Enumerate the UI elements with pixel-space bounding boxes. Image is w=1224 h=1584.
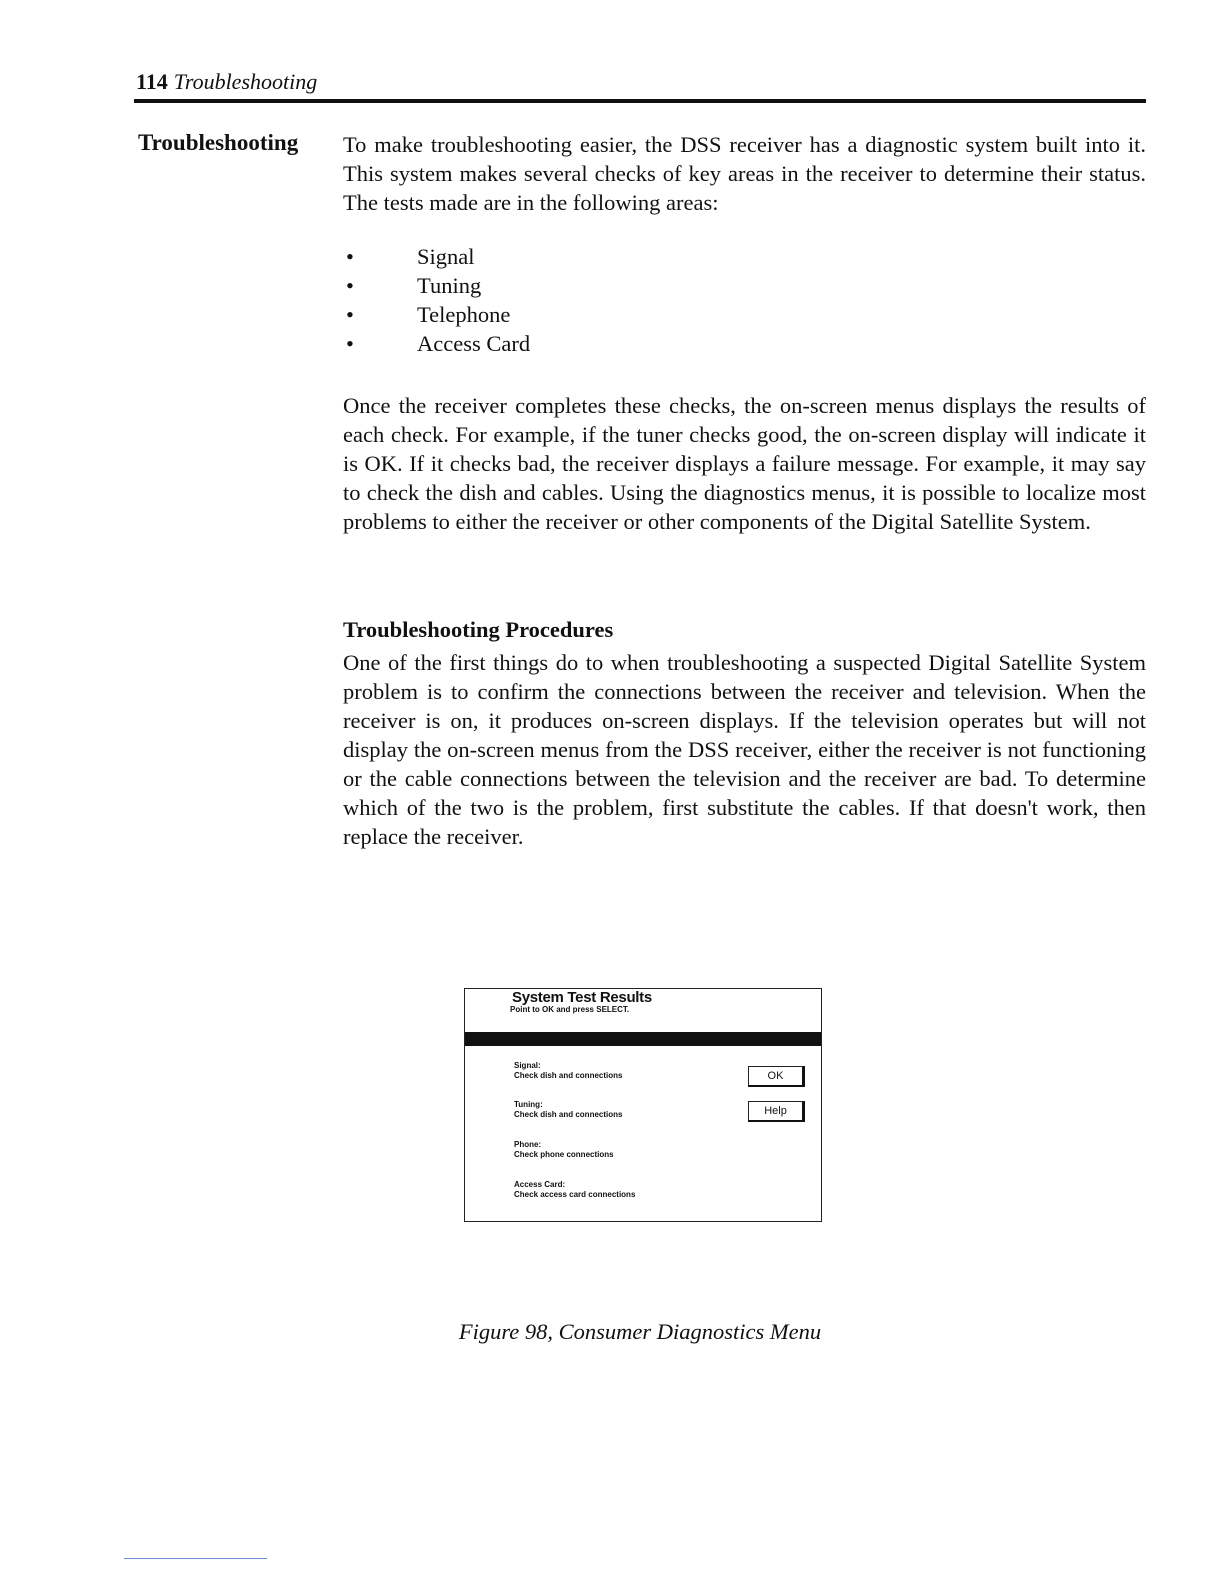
list-item xyxy=(343,242,530,271)
figure-caption: Figure 98, Consumer Diagnostics Menu xyxy=(458,1319,822,1344)
result-value: Check access card connections xyxy=(514,1190,636,1199)
list-item-text: Tuning xyxy=(417,273,482,298)
result-signal xyxy=(514,1061,622,1081)
diagnostics-screen xyxy=(464,988,822,1222)
page-number: 114 xyxy=(136,69,168,94)
result-value: Check dish and connections xyxy=(514,1071,623,1080)
list-item xyxy=(343,329,530,358)
result-phone xyxy=(514,1140,614,1160)
result-value: Check dish and connections xyxy=(514,1110,623,1119)
test-areas-list xyxy=(343,242,530,358)
list-item-text: Telephone xyxy=(417,302,511,327)
result-label: Access Card: xyxy=(514,1180,566,1189)
bullet-marker: • xyxy=(346,331,354,356)
list-item-text: Access Card xyxy=(417,331,531,356)
screen-title-bar xyxy=(465,1032,821,1046)
result-label: Signal: xyxy=(514,1061,541,1070)
screen-title: System Test Results xyxy=(512,989,652,1006)
ok-button[interactable]: OK xyxy=(748,1066,805,1087)
help-button[interactable]: Help xyxy=(748,1101,805,1122)
bullet-marker: • xyxy=(346,244,354,269)
page-header xyxy=(136,68,317,96)
screen-subtitle: Point to OK and press SELECT. xyxy=(510,1005,630,1014)
header-rule xyxy=(134,99,1146,103)
result-tuning xyxy=(514,1100,622,1120)
side-heading: Troubleshooting xyxy=(138,130,299,155)
bullet-marker: • xyxy=(346,302,354,327)
result-access-card xyxy=(514,1180,635,1200)
result-label: Phone: xyxy=(514,1140,542,1149)
result-label: Tuning: xyxy=(514,1100,543,1109)
bullet-marker: • xyxy=(346,273,354,298)
list-item xyxy=(343,300,530,329)
list-item-text: Signal xyxy=(417,244,475,269)
footer-line xyxy=(124,1558,267,1559)
list-item xyxy=(343,271,530,300)
header-section-title: Troubleshooting xyxy=(173,69,318,94)
result-value: Check phone connections xyxy=(514,1150,614,1159)
results-paragraph: Once the receiver completes these checks, the on-screen menus displays the results of each check. For example, if the tuner checks good, the on-screen display will indicate it is OK. If it checks bad, the receiver displays a failure message. For example, it may say to check the dish and cables. Using the diagnostics menus, it is possible to localize most problems to either the receiver or other components of the Digital Satellite System. xyxy=(343,393,1146,534)
intro-paragraph: To make troubleshooting easier, the DSS receiver has a diagnostic system built into it. This system makes several checks of key areas in the receiver to determine their status. The tests made are in the following areas: xyxy=(343,132,1146,215)
procedures-heading: Troubleshooting Procedures xyxy=(343,617,614,642)
procedures-paragraph: One of the first things do to when troubleshooting a suspected Digital Satellite System problem is to confirm the connections between the receiver and television. When the receiver is on, it produces on-screen displays. If the television operates but will not display the on-screen menus from the DSS receiver, either the receiver is not functioning or the cable connections between the television and the receiver are bad. To determine which of the two is the problem, first substitute the cables. If that doesn't work, then replace the receiver. xyxy=(343,650,1146,849)
